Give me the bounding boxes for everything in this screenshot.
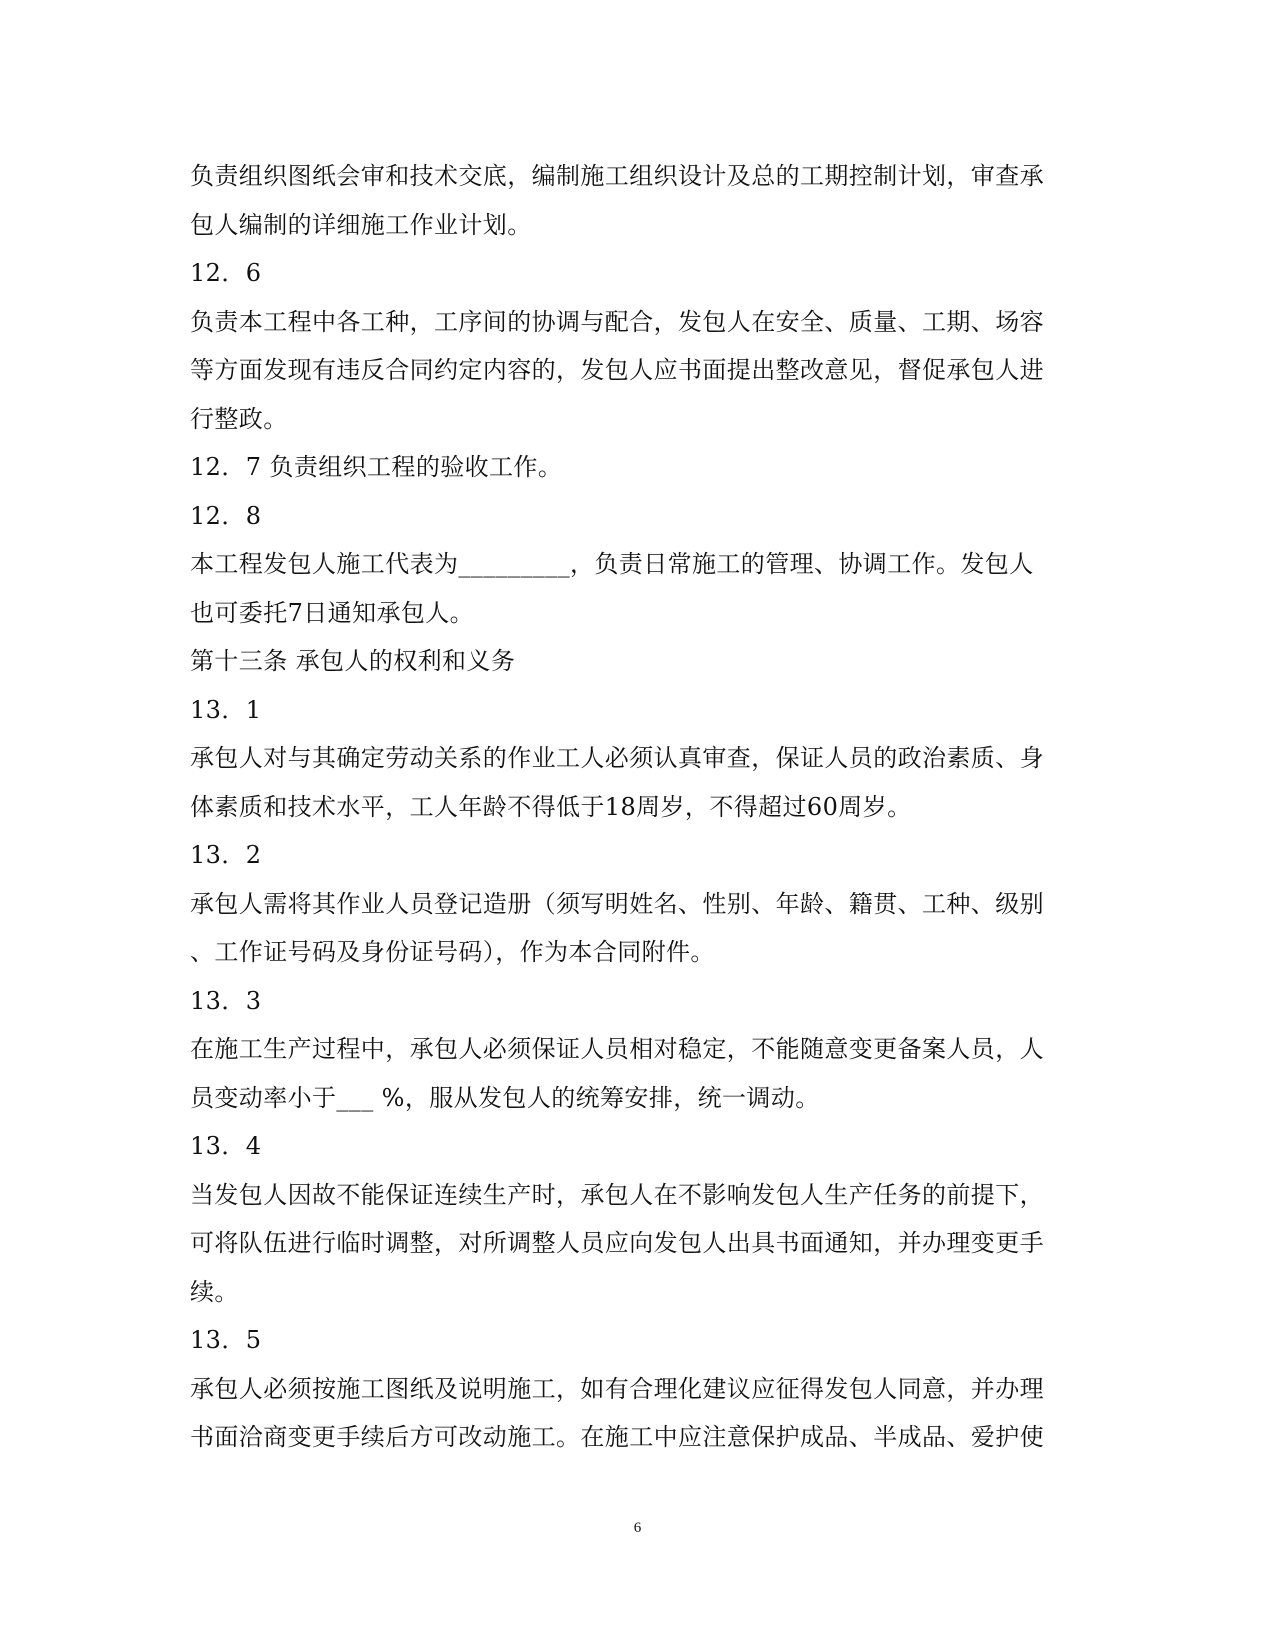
document-body: [190, 152, 1070, 1462]
text-line: 承包人需将其作业人员登记造册（须写明姓名、性别、年龄、籍贯、工种、级别: [190, 889, 1044, 918]
text-line: 在施工生产过程中，承包人必须保证人员相对稳定，不能随意变更备案人员，人: [190, 1035, 1044, 1063]
text-line: 等方面发现有违反合同约定内容的，发包人应书面提出整改意见，督促承包人进: [190, 356, 1044, 384]
clause-number: 13．4: [190, 1132, 262, 1160]
text-line: 12．7 负责组织工程的验收工作。: [190, 453, 563, 481]
text-line: 员变动率小于___ %，服从发包人的统筹安排，统一调动。: [190, 1083, 820, 1112]
text-line: 也可委托7日通知承包人。: [190, 598, 475, 627]
text-line: 本工程发包人施工代表为_________，负责日常施工的管理、协调工作。发包人: [190, 550, 1034, 578]
page-number: 6: [633, 1520, 642, 1536]
text-line: 续。: [190, 1277, 239, 1306]
clause-number: 13．2: [190, 841, 262, 869]
clause-number: 12．8: [190, 501, 262, 530]
text-line: 行整政。: [190, 404, 288, 433]
text-line: 体素质和技术水平，工人年龄不得低于18周岁，不得超过60周岁。: [190, 792, 912, 821]
text-line: 包人编制的详细施工作业计划。: [190, 210, 532, 239]
clause-number: 13．1: [190, 695, 262, 724]
clause-number: 13．3: [190, 986, 262, 1015]
text-line: 、工作证号码及身份证号码），作为本合同附件。: [190, 938, 715, 966]
text-line: 承包人对与其确定劳动关系的作业工人必须认真审查，保证人员的政治素质、身: [190, 744, 1044, 772]
text-line: 可将队伍进行临时调整，对所调整人员应向发包人出具书面通知，并办理变更手: [190, 1229, 1044, 1257]
text-line: 书面洽商变更手续后方可改动施工。在施工中应注意保护成品、半成品、爱护使: [190, 1423, 1044, 1451]
clause-number: 12．6: [190, 259, 262, 287]
section-heading: 第十三条 承包人的权利和义务: [190, 647, 516, 675]
clause-number: 13．5: [190, 1326, 262, 1354]
text-line: 负责组织图纸会审和技术交底，编制施工组织设计及总的工期控制计划，审查承: [190, 162, 1044, 190]
text-line: 负责本工程中各工种，工序间的协调与配合，发包人在安全、质量、工期、场容: [190, 307, 1044, 336]
text-line: 当发包人因故不能保证连续生产时，承包人在不影响发包人生产任务的前提下，: [190, 1180, 1044, 1209]
text-line: 承包人必须按施工图纸及说明施工，如有合理化建议应征得发包人同意，并办理: [190, 1374, 1044, 1403]
